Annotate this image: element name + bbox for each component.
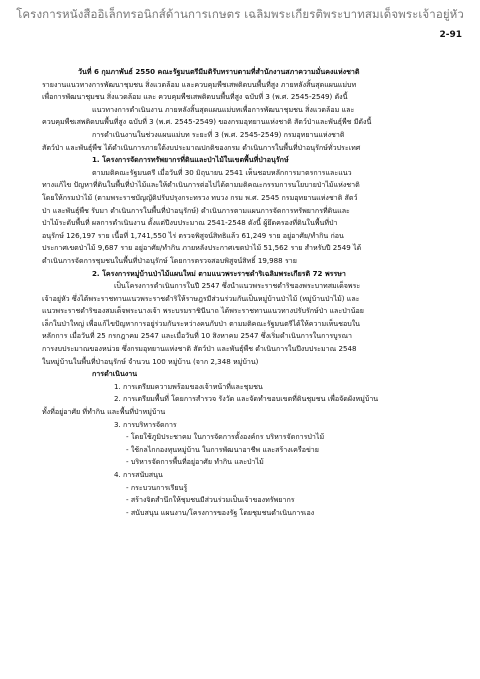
body-line: อนุรักษ์ 126,197 ราย เนื้อที่ 1,741,550 ไร่ ตรวจพิสูจน์สิทธิแล้ว 61,249 ราย อยู่อาศัย/ทำกิน ก่อน [42, 230, 344, 240]
body-line: การดำเนินงาน [92, 369, 138, 379]
body-line: ทั้งที่อยู่อาศัย ที่ทำกิน และพื้นที่ป่าหมู่บ้าน [42, 407, 166, 417]
body-line: - บริหารจัดการพื้นที่อยู่อาศัย ทำกิน และป่าไม้ [126, 457, 264, 467]
body-line: รายงานแนวทางการพัฒนาชุมชน สิ่งแวดล้อม และควบคุมพืชเสพติดบนพื้นที่สูง ภายหลังสิ้นสุดแผนแม่บท [42, 79, 357, 89]
body-line: - สร้างจิตสำนึกให้ชุมชนมีส่วนร่วมเป็นเจ้าของทรัพยากร [126, 495, 295, 505]
body-line: แนวพระราชดำริของสมเด็จพระนางเจ้า พระบรมราชินีนาถ ได้พระราชทานแนวทางปรับรักษ์ป่า และป่าน้อย [42, 306, 364, 316]
body-line: ประกาศเขตป่าไม้ 9,687 ราย อยู่อาศัย/ทำกิน ภายหลังประกาศเขตป่าไม้ 51,562 ราย สำหรับปี 2549 ได้ [42, 243, 362, 253]
body-line: เพื่อการพัฒนาชุมชน สิ่งแวดล้อม และ ควบคุมพืชเสพติดบนพื้นที่สูง ฉบับที่ 3 (พ.ศ. 2545-2549) ดังนี้ [42, 92, 348, 102]
document-header: โครงการหนังสืออิเล็กทรอนิกส์ด้านการเกษตร เฉลิมพระเกียรติพระบาทสมเด็จพระเจ้าอยู่หัว [16, 7, 464, 21]
body-line: แนวทางการดำเนินงาน ภายหลังสิ้นสุดแผนแม่บทเพื่อการพัฒนาชุมชน สิ่งแวดล้อม และ [92, 104, 355, 114]
body-line: 1. โครงการจัดการทรัพยากรที่ดินและป่าไม้ในเขตพื้นที่ป่าอนุรักษ์ [92, 155, 289, 165]
body-line: หลักการ เมื่อวันที่ 25 กรกฎาคม 2547 และเมื่อวันที่ 10 สิงหาคม 2547 ซึ่งเริ่มดำเนินการในการบูรณา [42, 331, 353, 341]
body-line: - กระบวนการเรียนรู้ [126, 482, 188, 492]
body-line: สัตว์ป่า และพันธุ์พืช ได้ดำเนินการภายใต้งบประมาณปกติของกรม ดำเนินการในพื้นที่ป่าอนุรักษ์ทั่วประเทศ [42, 142, 361, 152]
body-line: การงบประมาณของหน่วย ซึ่งกรมอุทยานแห่งชาติ สัตว์ป่า และพันธุ์พืช ดำเนินการในปีงบประมาณ 2548 [42, 344, 357, 354]
body-line: ป่าไม้ระดับพื้นที่ ผลการดำเนินงาน ตั้งแต่ปีงบประมาณ 2541-2548 ดังนี้ ผู้ยึดครองที่ดินในพื้นที่ป่า [42, 218, 338, 228]
page-number: 2-91 [439, 30, 462, 40]
body-line: เจ้าอยู่หัว ซึ่งได้พระราชทานแนวพระราชดำริให้ราษฎรมีส่วนร่วมกันเป็นหมู่บ้านป่าไม้ (หมู่บ้านป่าไม้) และ [42, 293, 360, 303]
body-line: การดำเนินงานในช่วงแผนแม่บท ระยะที่ 3 (พ.ศ. 2545-2549) กรมอุทยานแห่งชาติ [92, 129, 345, 139]
body-line: ตามมติคณะรัฐมนตรี เมื่อวันที่ 30 มิถุนายน 2541 เห็นชอบหลักการมาตรการและแนว [92, 167, 352, 177]
body-line: ควบคุมพืชเสพติดบนพื้นที่สูง ฉบับที่ 3 (พ.ศ. 2545-2549) ของกรมอุทยานแห่งชาติ สัตว์ป่าและพันธุ์พืช มีดังนี้ [42, 117, 372, 127]
body-line: เป็นโครงการดำเนินการในปี 2547 ซึ่งนำแนวพระราชดำริของพระบาทสมเด็จพระ [114, 281, 361, 291]
body-line: - สนับสนุน แผนงาน/โครงการของรัฐ โดยชุมชนดำเนินการเอง [126, 507, 315, 517]
body-line: วันที่ 6 กุมภาพันธ์ 2550 คณะรัฐมนตรีมีมติรับทราบตามที่สำนักงานสภาความมั่นคงแห่งชาติ [78, 67, 360, 76]
body-line: 1. การเตรียมความพร้อมของเจ้าหน้าที่และชุมชน [114, 381, 263, 391]
body-line: ทางแก้ไข ปัญหาที่ดินในพื้นที่ป่าไม้และให้ดำเนินการต่อไปได้ตามมติคณะกรรมการนโยบายป่าไม้แห่งชาติ [42, 180, 360, 190]
body-line: - ใช้กลไกกองทุนหมู่บ้าน ในการพัฒนาอาชีพ และสร้างเครือข่าย [126, 444, 319, 454]
body-line: ในหมู่บ้านในพื้นที่ป่าอนุรักษ์ จำนวน 100 หมู่บ้าน (จาก 2,348 หมู่บ้าน) [42, 356, 259, 366]
body-line: 4. การสนับสนุน [114, 470, 163, 479]
body-line: ป่า และพันธุ์พืช รับมา ดำเนินการในพื้นที่ป่าอนุรักษ์) ดำเนินการตามแผนการจัดการทรัพยากรที่ดินและ [42, 205, 350, 215]
body-line: ดำเนินการจัดการชุมชนในพื้นที่ป่าอนุรักษ์ โดยการตรวจสอบพิสูจน์สิทธิ์ 19,988 ราย [42, 255, 297, 265]
body-line: 2. การเตรียมพื้นที่ โดยการสำรวจ รังวัด และจัดทำขอบเขตที่ดินชุมชน เพื่อจัดผังหมู่บ้าน [114, 394, 379, 404]
body-line: 2. โครงการหมู่บ้านป่าไม้แผนใหม่ ตามแนวพระราชดำริเฉลิมพระเกียรติ 72 พรรษา [92, 268, 346, 278]
document-body [42, 66, 460, 519]
body-line: 3. การบริหารจัดการ [114, 419, 177, 429]
body-line: เล็กในป่าใหญ่ เพื่อแก้ไขปัญหาการอยู่ร่วมกันระหว่างคนกับป่า ตามมติคณะรัฐมนตรีได้ให้ความเห็นชอบใน [42, 318, 361, 328]
body-line: โดยให้กรมป่าไม้ (ตามพระราชบัญญัติปรับปรุงกระทรวง ทบวง กรม พ.ศ. 2545 กรมอุทยานแห่งชาติ สัตว์ [42, 192, 358, 202]
body-line: - โดยใช้ภูมิประชาคม ในการจัดการตั้งองค์กร บริหารจัดการป่าไม้ [126, 432, 325, 442]
